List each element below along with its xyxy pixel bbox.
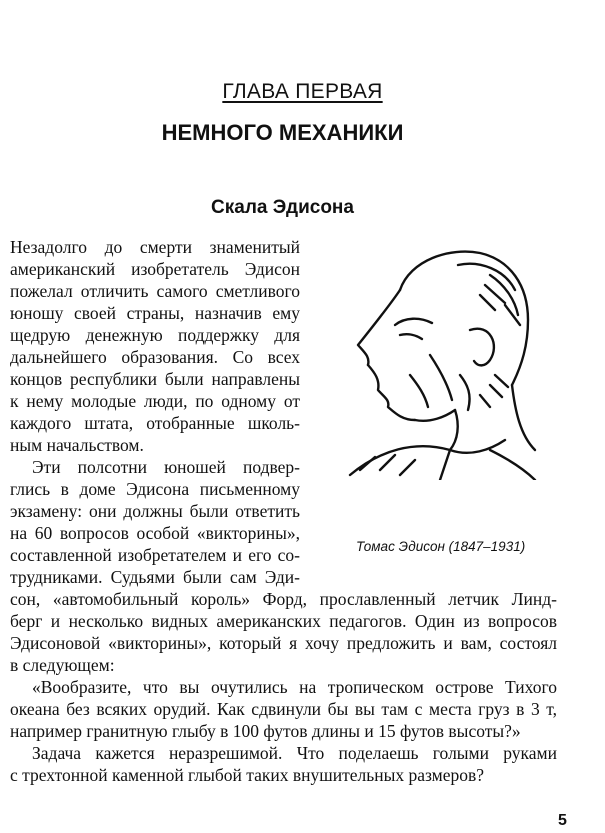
text-line: ным начальством. [10,435,144,455]
text-line: каждого штата, отобранные школь- [10,413,300,433]
text-line: например гранитную глыбу в 100 футов длины и 15 футов высоты?» [10,721,521,741]
text-line: концов республики были направлены [10,369,300,389]
text-line: щедрую денежную поддержку для [10,325,300,345]
text-line: американский изобретатель Эдисон [10,259,300,279]
text-line: юношу своей страны, назначив ему [10,303,300,323]
text-line: экзамену: они должны были ответить [10,501,300,521]
chapter-title: НЕМНОГО МЕХАНИКИ [161,120,404,145]
text-line: пожелал отличить самого сметливого [10,281,300,301]
text-line: океана без всяких орудий. Как сдвинули бы вы там с места груз в 3 т, [10,699,557,719]
text-line: в следующем: [10,655,115,675]
section-title: Скала Эдисона [211,197,354,218]
text-line: Эдисоновой «викторины», который я хочу предложить и вам, состоял [10,633,557,653]
text-line: Незадолго до смерти знаменитый [10,237,300,257]
text-line: глись в доме Эдисона письменному [10,479,300,499]
text-line: на 60 вопросов особой «викторины», [10,523,300,543]
text-line: Эти полсотни юношей подвер- [32,457,300,477]
text-line: дальнейшего образования. Со всех [10,347,300,367]
text-line: с трехтонной каменной глыбой таких внушительных размеров? [10,765,485,785]
chapter-heading: ГЛАВА ПЕРВАЯ [222,80,383,103]
text-line: «Вообразите, что вы очутились на тропическом острове Тихого [32,677,557,697]
text-line: к нему молодые люди, по одному от [10,391,300,411]
portrait-caption: Томас Эдисон (1847–1931) [356,539,526,554]
text-line: трудниками. Судьями были сам Эди- [10,567,300,587]
page-number: 5 [558,812,567,829]
text-line: берг и несколько видных американских педагогов. Один из вопросов [10,611,557,631]
text-line: сон, «автомобильный король» Форд, прославленный летчик Линд- [10,589,557,609]
text-line: Задача кажется неразрешимой. Что поделаешь голыми руками [32,743,557,763]
text-line: составленной изобретателем и его со- [10,545,300,565]
portrait-sketch-icon [340,235,540,480]
